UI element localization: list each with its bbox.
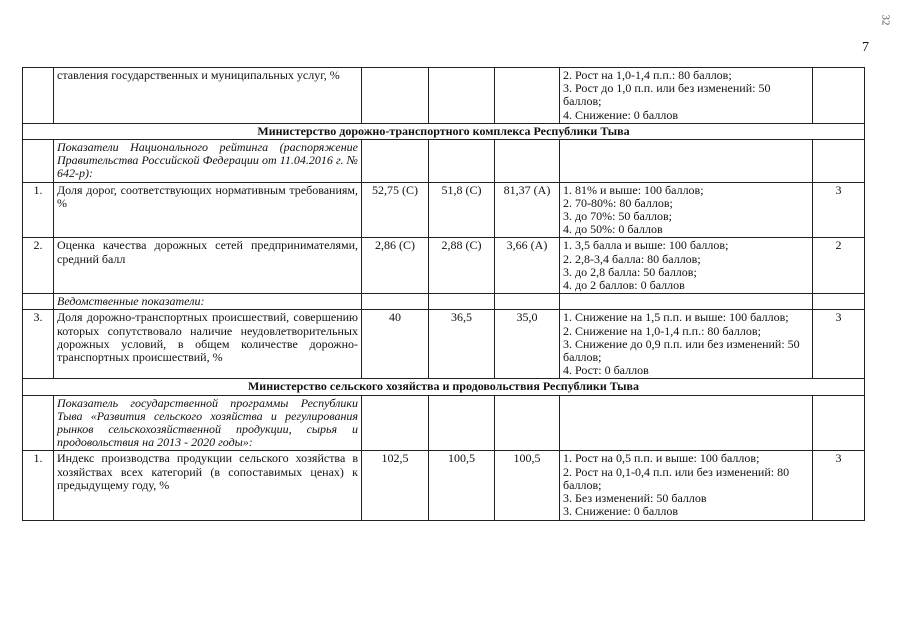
ministry-title: Министерство дорожно-транспортного комплекса Республики Тыва bbox=[23, 123, 865, 139]
table-row bbox=[23, 68, 865, 124]
criteria-line: 4. Снижение: 0 баллов bbox=[563, 107, 678, 122]
scoring-criteria bbox=[560, 68, 813, 124]
value-2: 51,8 (С) bbox=[429, 182, 495, 238]
criteria-line: 4. до 2 баллов: 0 баллов bbox=[563, 278, 685, 293]
indicator-name: Оценка качества дорожных сетей предпринимателями, средний балл bbox=[54, 238, 362, 294]
table-row bbox=[23, 182, 865, 238]
value-2: 36,5 bbox=[429, 310, 495, 379]
criteria-line: 3. до 2,8 балла: 50 баллов; bbox=[563, 264, 697, 279]
criteria-line: 3. Снижение: 0 баллов bbox=[563, 504, 678, 519]
value-3 bbox=[495, 395, 560, 451]
scoring-criteria bbox=[560, 451, 813, 520]
table-row bbox=[23, 238, 865, 294]
page-corner-mark: 32 bbox=[879, 14, 892, 26]
criteria-line: 1. Рост на 0,5 п.п. и выше: 100 баллов; bbox=[563, 451, 760, 466]
score-value bbox=[813, 395, 865, 451]
row-number: 1. bbox=[23, 451, 54, 520]
value-2 bbox=[429, 68, 495, 124]
table-row bbox=[23, 395, 865, 451]
criteria-line: 1. 81% и выше: 100 баллов; bbox=[563, 182, 704, 197]
table-body bbox=[23, 68, 865, 521]
criteria-line: 2. 2,8-3,4 балла: 80 баллов; bbox=[563, 251, 701, 266]
ministry-header-row bbox=[23, 123, 865, 139]
criteria-line: 2. 70-80%: 80 баллов; bbox=[563, 195, 673, 210]
value-1: 102,5 bbox=[362, 451, 429, 520]
row-number bbox=[23, 395, 54, 451]
value-3: 81,37 (А) bbox=[495, 182, 560, 238]
scoring-criteria bbox=[560, 182, 813, 238]
value-2: 100,5 bbox=[429, 451, 495, 520]
indicator-name: Показатели Национального рейтинга (распоряжение Правительства Российской Федерации от 11.04.2016 г. № 642-р): bbox=[54, 140, 362, 183]
row-number: 2. bbox=[23, 238, 54, 294]
value-3 bbox=[495, 140, 560, 183]
row-number bbox=[23, 294, 54, 310]
value-2 bbox=[429, 140, 495, 183]
criteria-line: 4. до 50%: 0 баллов bbox=[563, 222, 663, 237]
value-3: 35,0 bbox=[495, 310, 560, 379]
score-value: 2 bbox=[813, 238, 865, 294]
table-row bbox=[23, 451, 865, 520]
indicator-name: Ведомственные показатели: bbox=[54, 294, 362, 310]
row-number: 1. bbox=[23, 182, 54, 238]
row-number bbox=[23, 140, 54, 183]
value-3: 3,66 (А) bbox=[495, 238, 560, 294]
value-1 bbox=[362, 395, 429, 451]
criteria-line: 3. Снижение до 0,9 п.п. или без изменений: 50 баллов; bbox=[563, 336, 800, 365]
indicator-name: Индекс производства продукции сельского хозяйства в хозяйствах всех категорий (в сопоставимых ценах) к предыдущему году, % bbox=[54, 451, 362, 520]
criteria-line: 3. Без изменений: 50 баллов bbox=[563, 491, 707, 506]
criteria-line: 1. Снижение на 1,5 п.п. и выше: 100 баллов; bbox=[563, 310, 789, 325]
value-3 bbox=[495, 68, 560, 124]
value-1 bbox=[362, 140, 429, 183]
value-2: 2,88 (С) bbox=[429, 238, 495, 294]
value-2 bbox=[429, 395, 495, 451]
score-value: 3 bbox=[813, 451, 865, 520]
table-row bbox=[23, 140, 865, 183]
score-value bbox=[813, 68, 865, 124]
indicator-name: Доля дорожно-транспортных происшествий, совершению которых сопутствовало наличие неудовлетворительных дорожных условий, в общем количестве дорожно-транспортных происшествий, % bbox=[54, 310, 362, 379]
value-3 bbox=[495, 294, 560, 310]
scoring-criteria bbox=[560, 395, 813, 451]
criteria-line: 3. до 70%: 50 баллов; bbox=[563, 209, 672, 224]
value-1: 40 bbox=[362, 310, 429, 379]
value-1 bbox=[362, 294, 429, 310]
indicators-table bbox=[22, 67, 865, 521]
indicator-name: Доля дорог, соответствующих нормативным требованиям, % bbox=[54, 182, 362, 238]
criteria-line: 3. Рост до 1,0 п.п. или без изменений: 50 баллов; bbox=[563, 81, 771, 109]
table-row bbox=[23, 310, 865, 379]
scoring-criteria bbox=[560, 140, 813, 183]
score-value: 3 bbox=[813, 310, 865, 379]
criteria-line: 2. Рост на 1,0-1,4 п.п.: 80 баллов; bbox=[563, 68, 732, 82]
row-number bbox=[23, 68, 54, 124]
criteria-line: 4. Рост: 0 баллов bbox=[563, 363, 649, 378]
ministry-header-row bbox=[23, 379, 865, 395]
value-1 bbox=[362, 68, 429, 124]
criteria-line: 1. 3,5 балла и выше: 100 баллов; bbox=[563, 238, 729, 253]
indicator-name: ставления государственных и муниципальных услуг, % bbox=[54, 68, 362, 124]
value-1: 52,75 (С) bbox=[362, 182, 429, 238]
scoring-criteria bbox=[560, 310, 813, 379]
score-value bbox=[813, 140, 865, 183]
criteria-line: 2. Рост на 0,1-0,4 п.п. или без изменений: 80 баллов; bbox=[563, 464, 790, 492]
score-value: 3 bbox=[813, 182, 865, 238]
score-value bbox=[813, 294, 865, 310]
value-1: 2,86 (С) bbox=[362, 238, 429, 294]
criteria-line: 2. Снижение на 1,0-1,4 п.п.: 80 баллов; bbox=[563, 323, 761, 338]
value-3: 100,5 bbox=[495, 451, 560, 520]
table-row bbox=[23, 294, 865, 310]
indicator-name: Показатель государственной программы Республики Тыва «Развития сельского хозяйства и регулирования рынков сельскохозяйственной продукции, сырья и продовольствия на 2013 - 2020 годы»: bbox=[54, 395, 362, 451]
row-number: 3. bbox=[23, 310, 54, 379]
ministry-title: Министерство сельского хозяйства и продовольствия Республики Тыва bbox=[23, 379, 865, 395]
value-2 bbox=[429, 294, 495, 310]
scoring-criteria bbox=[560, 294, 813, 310]
page-number: 7 bbox=[862, 40, 869, 55]
scoring-criteria bbox=[560, 238, 813, 294]
